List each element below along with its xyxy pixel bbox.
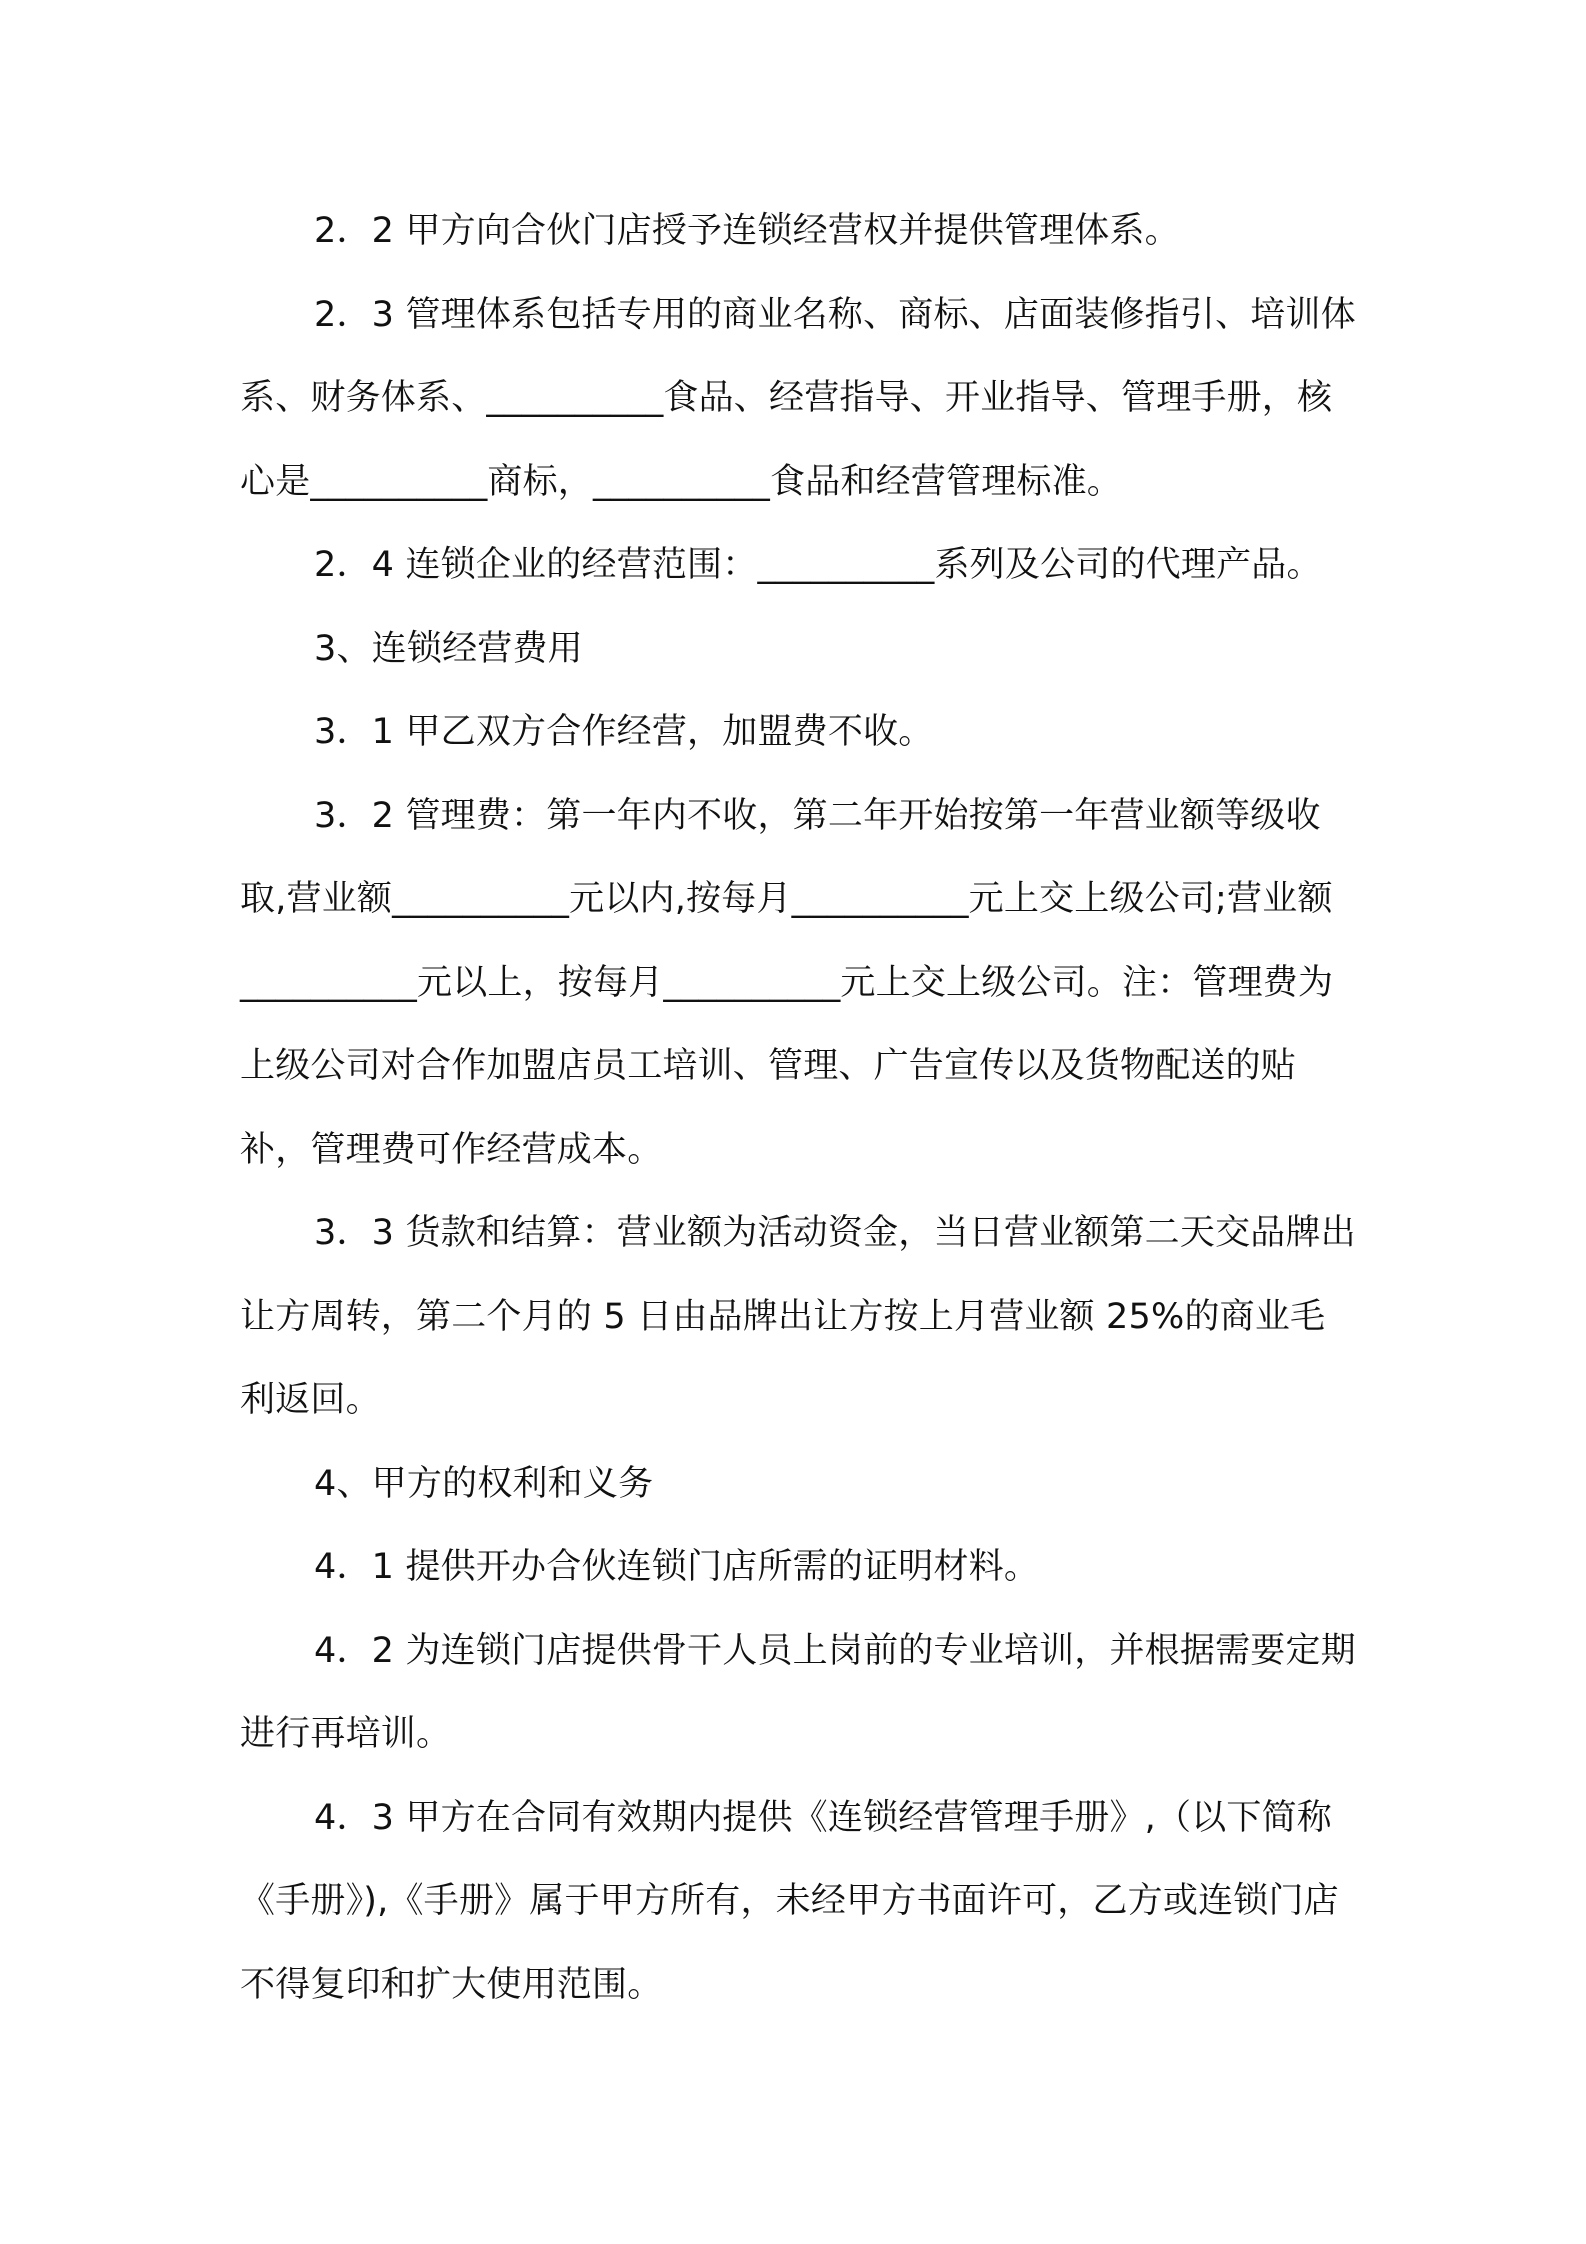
clause-4-3: 4．3 甲方在合同有效期内提供《连锁经营管理手册》,（以下简称《手册》),《手册》属于甲方所有，未经甲方书面许可，乙方或连锁门店不得复印和扩大使用范围。 xyxy=(240,1797,1339,2005)
clause-2-2: 2．2 甲方向合伙门店授予连锁经营权并提供管理体系。 xyxy=(314,211,1180,251)
section-heading-4: 4、甲方的权利和义务 xyxy=(314,1463,654,1504)
section-heading-3: 3、连锁经营费用 xyxy=(314,628,583,669)
clause-2-4: 2．4 连锁企业的经营范围：__________系列及公司的代理产品。 xyxy=(314,545,1322,585)
clause-3-1: 3．1 甲乙双方合作经营，加盟费不收。 xyxy=(314,712,934,752)
clause-2-3: 2．3 管理体系包括专用的商业名称、商标、店面装修指引、培训体系、财务体系、__________食品、经营指导、开业指导、管理手册，核心是__________商标，__________食品和经营管理标准。 xyxy=(240,294,1356,502)
document-body xyxy=(240,190,1360,2027)
clause-3-3: 3．3 货款和结算：营业额为活动资金，当日营业额第二天交品牌出让方周转，第二个月的 5 日由品牌出让方按上月营业额 25%的商业毛利返回。 xyxy=(240,1213,1356,1420)
clause-4-2: 4．2 为连锁门店提供骨干人员上岗前的专业培训，并根据需要定期进行再培训。 xyxy=(240,1630,1356,1754)
clause-4-1: 4．1 提供开办合伙连锁门店所需的证明材料。 xyxy=(314,1547,1040,1587)
clause-3-2: 3．2 管理费：第一年内不收，第二年开始按第一年营业额等级收取,营业额__________元以内,按每月__________元上交上级公司;营业额__________元以上，按每月__________元上交上级公司。注：管理费为上级公司对合作加盟店员工培训、管理、广告宣传以及货物配送的贴补，管理费可作经营成本。 xyxy=(240,795,1334,1170)
